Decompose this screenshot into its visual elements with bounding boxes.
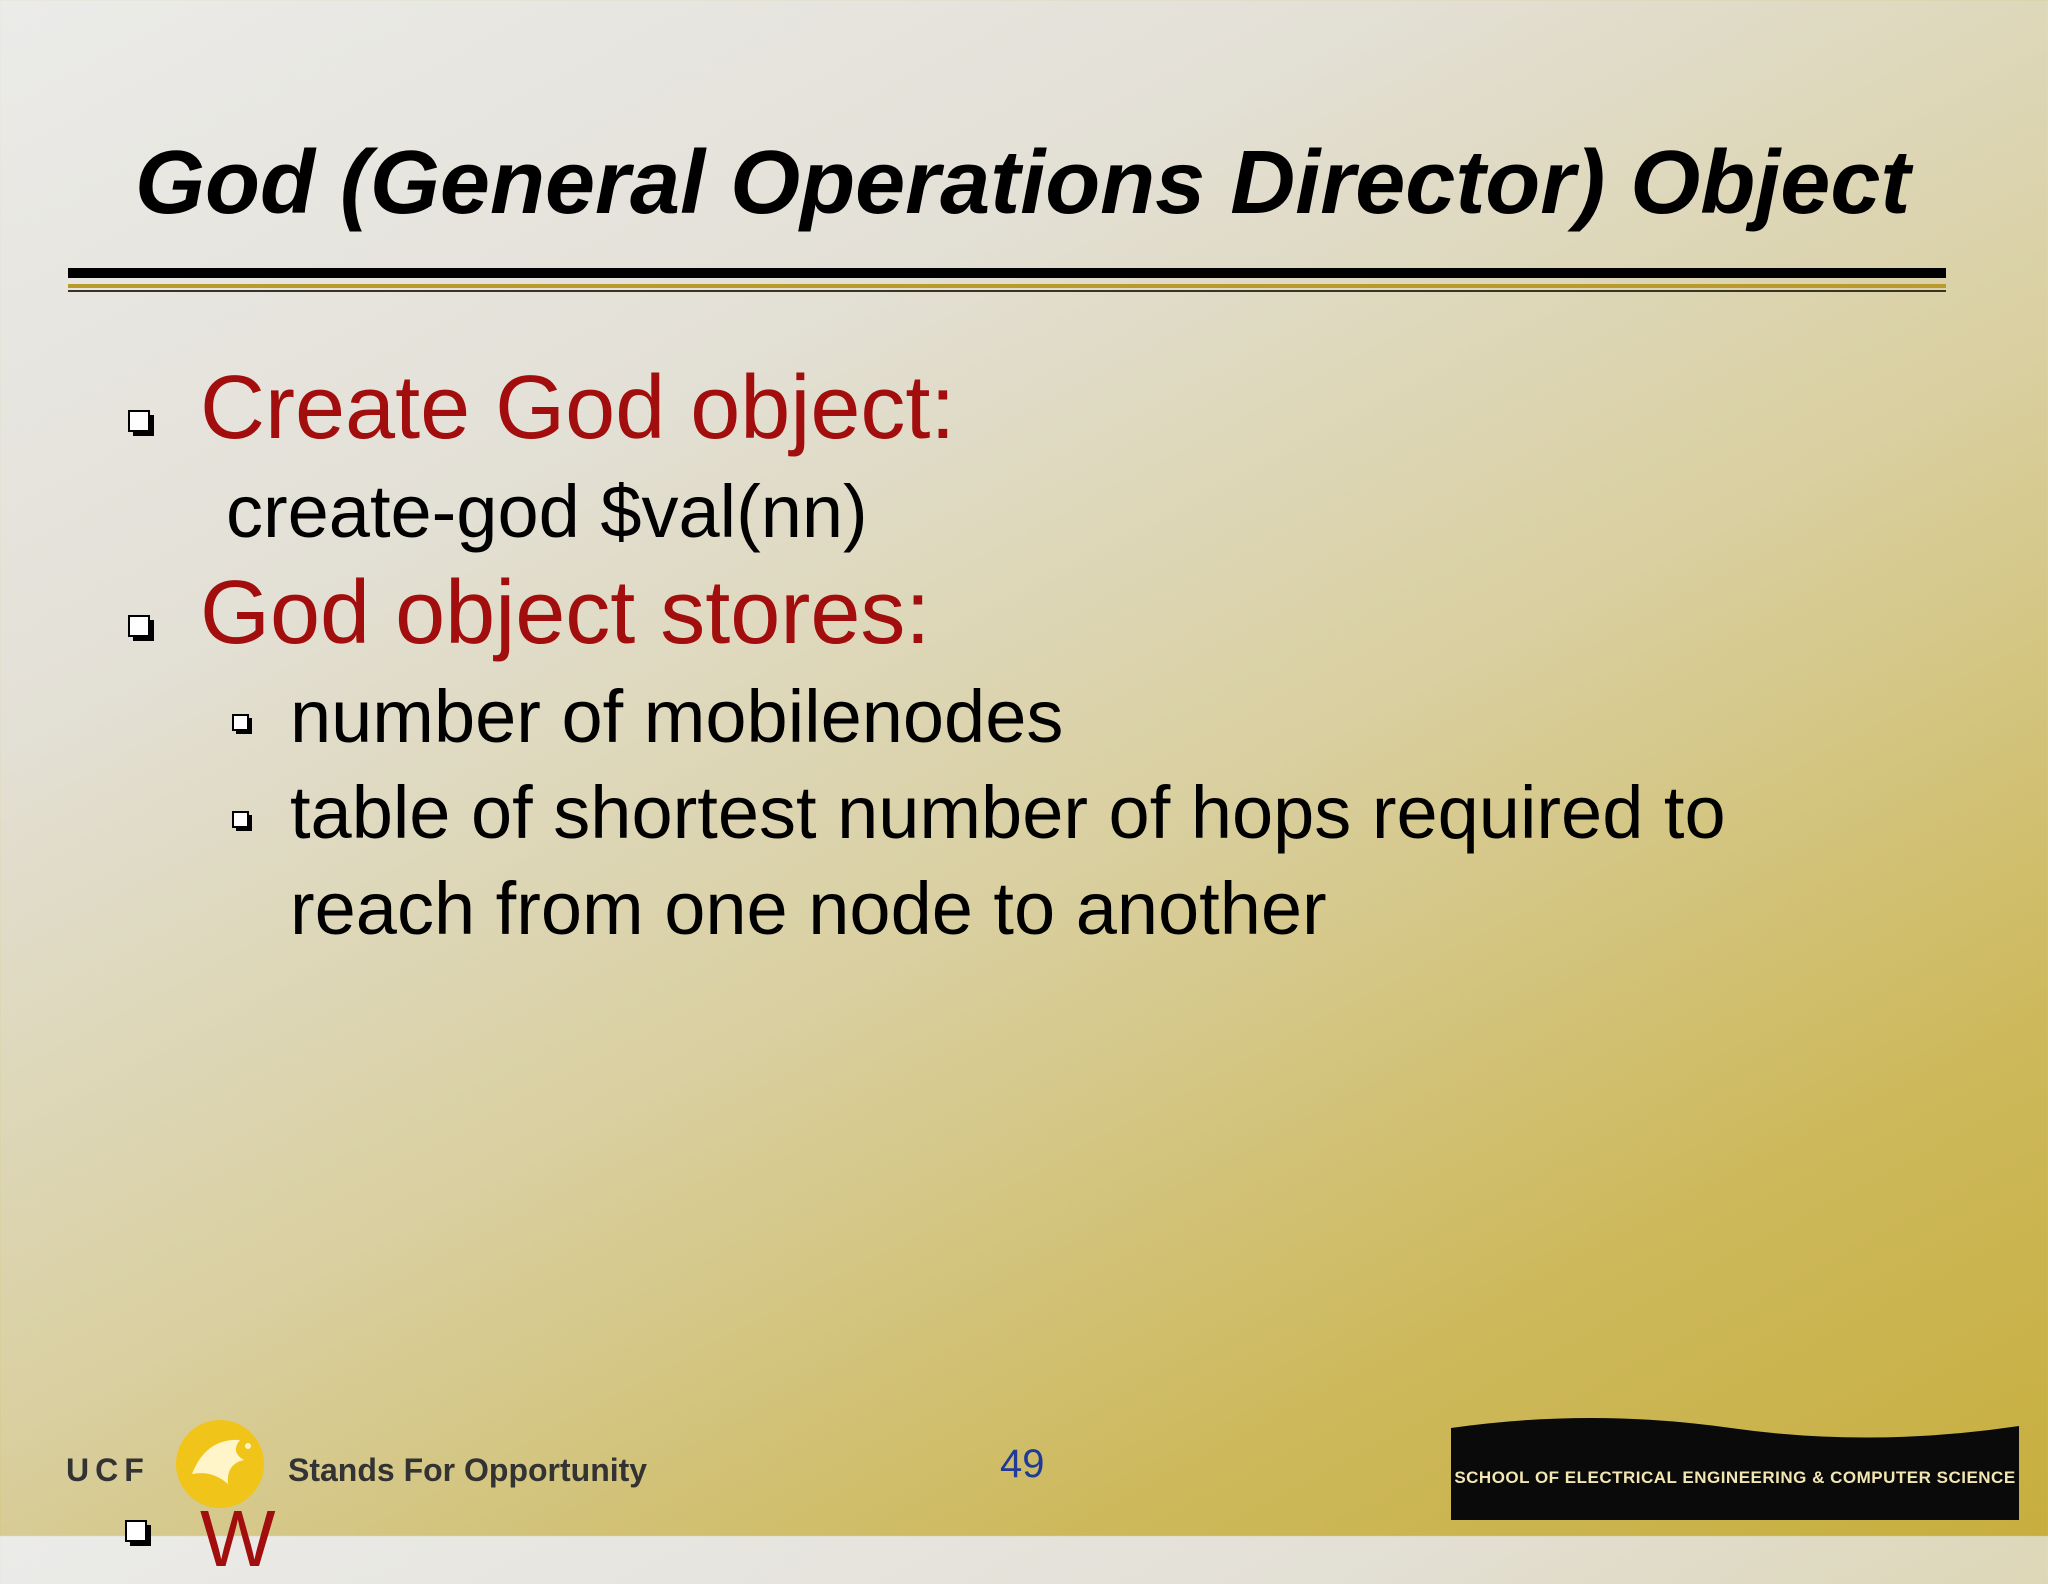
sub-item-mobilenodes: number of mobilenodes: [290, 675, 1064, 758]
sub-bullet-square-icon: [232, 811, 252, 831]
sub-item-hops-table-line2: reach from one node to another: [290, 867, 1327, 950]
title-rule-gold: [68, 284, 1946, 288]
page-number: 49: [1000, 1442, 1045, 1486]
bullet-god-stores: God object stores:: [200, 563, 931, 663]
school-name: SCHOOL OF ELECTRICAL ENGINEERING & COMPUTER SCIENCE: [1454, 1468, 2016, 1487]
sub-bullet-square-icon: [232, 714, 252, 734]
code-create-god: create-god $val(nn): [226, 470, 868, 553]
bullet-square-icon: [125, 1520, 151, 1546]
title-rule-black: [68, 268, 1946, 278]
ucf-tagline: Stands For Opportunity: [288, 1452, 648, 1488]
bullet-square-icon: [128, 410, 154, 436]
slide-title: God (General Operations Director) Object: [135, 133, 1911, 233]
bullet-square-icon: [128, 615, 154, 641]
bullet-create-god: Create God object:: [200, 358, 956, 458]
title-rule-dark: [68, 290, 1946, 292]
school-banner: [1451, 1414, 2019, 1520]
sub-item-hops-table-line1: table of shortest number of hops required to: [290, 771, 1726, 854]
overflow-bullet-text: W: [200, 1494, 276, 1583]
ucf-wordmark: UCF: [66, 1452, 150, 1488]
